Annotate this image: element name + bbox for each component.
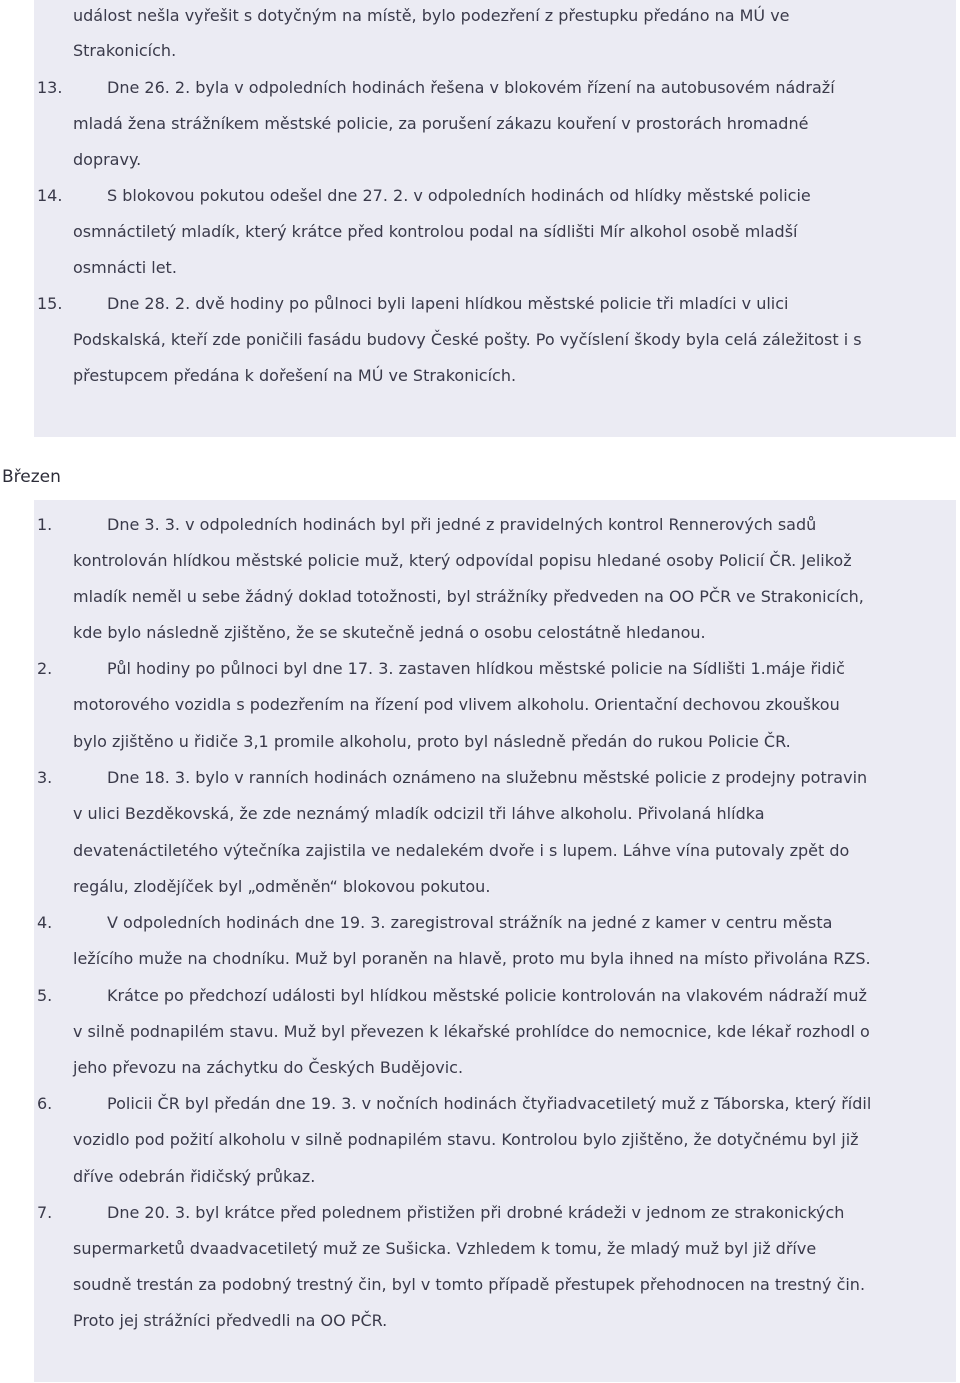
item-number: 5. xyxy=(37,986,53,1005)
section-heading: Březen xyxy=(2,467,61,487)
item-text-line: osmnáctiletý mladík, který krátce před kontrolou podal na sídlišti Mír alkohol osobě mladší xyxy=(73,222,798,241)
item-text-line: mladá žena strážníkem městské policie, za porušení zákazu kouření v prostorách hromadné xyxy=(73,114,809,133)
item-text-line: soudně trestán za podobný trestný čin, byl v tomto případě přestupek přehodnocen na trestný čin. xyxy=(73,1275,866,1294)
item-text-line: bylo zjištěno u řidiče 3,1 promile alkoholu, proto byl následně předán do rukou Policie ČR. xyxy=(73,732,791,751)
item-text-line: Dne 18. 3. bylo v ranních hodinách oznámeno na služebnu městské policie z prodejny potravin xyxy=(107,768,868,787)
item-text-line: Policii ČR byl předán dne 19. 3. v nočních hodinách čtyřiadvacetiletý muž z Táborska, který řídil xyxy=(107,1094,872,1113)
item-number: 14. xyxy=(37,186,63,205)
item-number: 6. xyxy=(37,1094,53,1113)
item-text-line: dopravy. xyxy=(73,150,142,169)
item-text-line: regálu, zlodějíček byl „odměněn“ blokovou pokutou. xyxy=(73,877,491,896)
item-text-line: v ulici Bezděkovská, že zde neznámý mladík odcizil tři láhve alkoholu. Přivolaná hlídka xyxy=(73,804,765,823)
item-number: 2. xyxy=(37,659,53,678)
item-number: 15. xyxy=(37,294,63,313)
item-text-line: Dne 20. 3. byl krátce před polednem přistižen při drobné krádeži v jednom ze strakonických xyxy=(107,1203,845,1222)
item-text-line: Půl hodiny po půlnoci byl dne 17. 3. zastaven hlídkou městské policie na Sídlišti 1.máje řidič xyxy=(107,659,845,678)
item-text-line: kde bylo následně zjištěno, že se skutečně jedná o osobu celostátně hledanou. xyxy=(73,623,706,642)
item-text-line: přestupcem předána k dořešení na MÚ ve Strakonicích. xyxy=(73,366,517,385)
item-text-line: Dne 3. 3. v odpoledních hodinách byl při jedné z pravidelných kontrol Rennerových sadů xyxy=(107,515,817,534)
item-text-line: Dne 26. 2. byla v odpoledních hodinách řešena v blokovém řízení na autobusovém nádraží xyxy=(107,78,835,97)
item-text-line: S blokovou pokutou odešel dne 27. 2. v odpoledních hodinách od hlídky městské policie xyxy=(107,186,811,205)
item-text-line: mladík neměl u sebe žádný doklad totožnosti, byl strážníky předveden na OO PČR ve Strakonicích, xyxy=(73,587,864,606)
item-text-line: devatenáctiletého výtečníka zajistila ve nedalekém dvoře i s lupem. Láhve vína putovaly zpět do xyxy=(73,841,850,860)
item-number: 7. xyxy=(37,1203,53,1222)
item-text-line: Dne 28. 2. dvě hodiny po půlnoci byli lapeni hlídkou městské policie tři mladíci v ulici xyxy=(107,294,789,313)
item-text-line: ležícího muže na chodníku. Muž byl poraněn na hlavě, proto mu byla ihned na místo přivolána RZS. xyxy=(73,949,871,968)
item-text-line: motorového vozidla s podezřením na řízení pod vlivem alkoholu. Orientační dechovou zkouškou xyxy=(73,695,840,714)
item-text-line: V odpoledních hodinách dne 19. 3. zaregistroval strážník na jedné z kamer v centru města xyxy=(107,913,833,932)
item-number: 13. xyxy=(37,78,63,97)
item-text-line: v silně podnapilém stavu. Muž byl převezen k lékařské prohlídce do nemocnice, kde lékař rozhodl o xyxy=(73,1022,870,1041)
item-text-line: supermarketů dvaadvacetiletý muž ze Sušicka. Vzhledem k tomu, že mladý muž byl již dříve xyxy=(73,1239,817,1258)
continuation-line: Strakonicích. xyxy=(73,41,177,60)
item-text-line: osmnácti let. xyxy=(73,258,177,277)
item-text-line: kontrolován hlídkou městské policie muž, který odpovídal popisu hledané osoby Policií ČR. Jelikož xyxy=(73,551,852,570)
item-number: 3. xyxy=(37,768,53,787)
continuation-line: událost nešla vyřešit s dotyčným na místě, bylo podezření z přestupku předáno na MÚ ve xyxy=(73,6,790,25)
item-text-line: Proto jej strážníci předvedli na OO PČR. xyxy=(73,1311,388,1330)
item-text-line: jeho převozu na záchytku do Českých Budějovic. xyxy=(73,1058,464,1077)
item-text-line: Krátce po předchozí události byl hlídkou městské policie kontrolován na vlakovém nádraží muž xyxy=(107,986,867,1005)
item-text-line: dříve odebrán řidičský průkaz. xyxy=(73,1167,316,1186)
item-number: 1. xyxy=(37,515,53,534)
item-text-line: Podskalská, kteří zde poničili fasádu budovy České pošty. Po vyčíslení škody byla celá záležitost i s xyxy=(73,330,862,349)
item-text-line: vozidlo pod požití alkoholu v silně podnapilém stavu. Kontrolou bylo zjištěno, že dotyčnému byl již xyxy=(73,1130,859,1149)
item-number: 4. xyxy=(37,913,53,932)
